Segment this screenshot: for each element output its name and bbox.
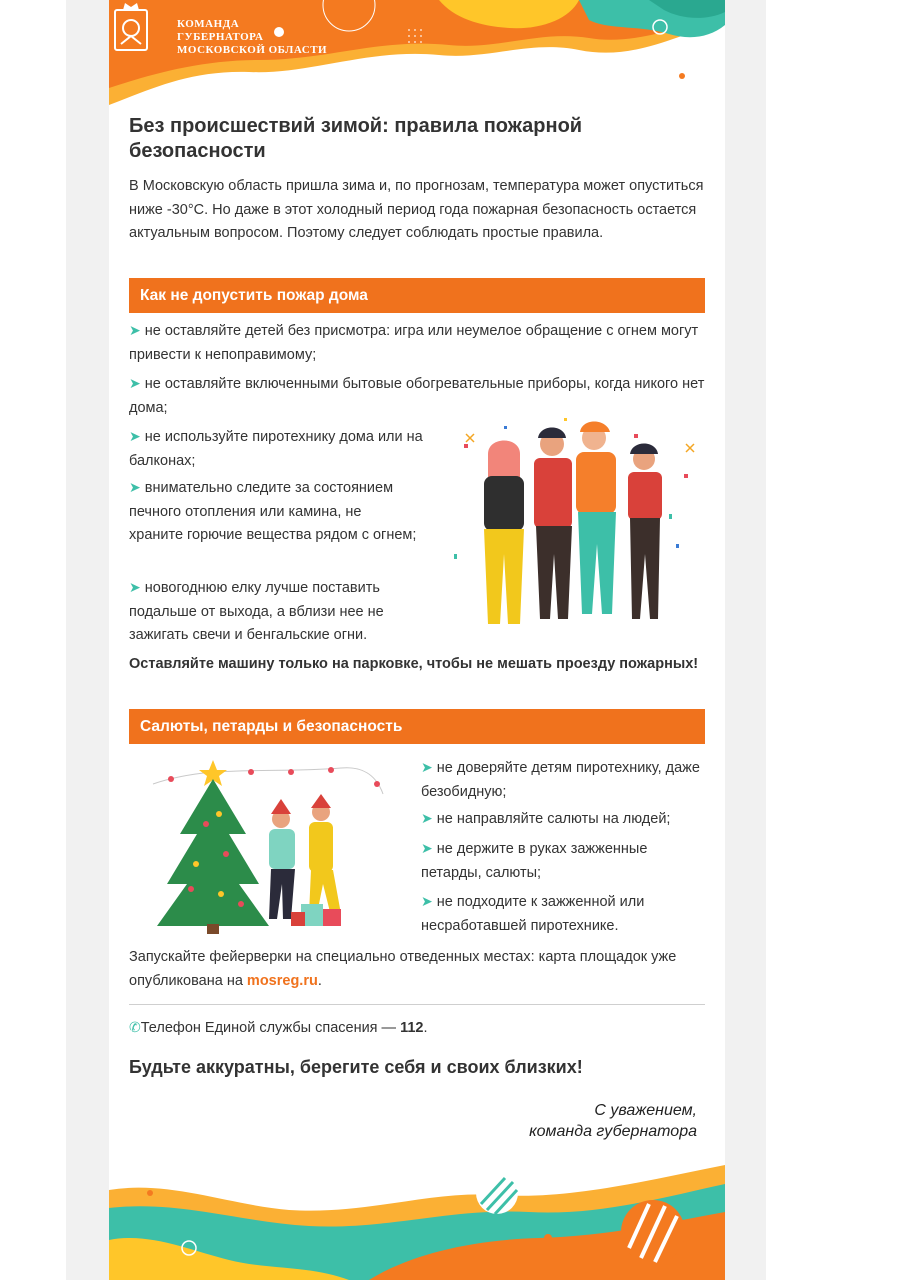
footer-waves bbox=[109, 1160, 725, 1280]
friends-celebrating-illustration bbox=[444, 414, 704, 639]
header-banner bbox=[109, 0, 725, 110]
list-item: ➤ не используйте пиротехнику дома или на балконах; bbox=[129, 428, 423, 469]
logo-line-1: КОМАНДА bbox=[177, 18, 240, 30]
phone-number: 112 bbox=[400, 1020, 424, 1036]
list-item: ➤ не подходите к зажженной или несработавшей пиротехнике. bbox=[421, 893, 645, 934]
article-content bbox=[129, 114, 705, 1077]
list-item: ➤ новогоднюю елку лучше поставить подальше от выхода, а вблизи нее не зажигать свечи и бенгальские огни. bbox=[129, 579, 384, 643]
newsletter-card bbox=[109, 0, 725, 1280]
arrow-icon: ➤ bbox=[129, 375, 141, 391]
divider bbox=[129, 1004, 705, 1005]
list-item: ➤ не доверяйте детям пиротехнику, даже безобидную; bbox=[421, 759, 700, 800]
arrow-icon: ➤ bbox=[129, 479, 141, 495]
closing-line: Будьте аккуратны, берегите себя и своих близких! bbox=[129, 1057, 583, 1077]
phone-line: ✆Телефон Единой службы спасения — 112. bbox=[129, 1019, 428, 1036]
arrow-icon: ➤ bbox=[421, 893, 433, 909]
list-item: ➤ не направляйте салюты на людей; bbox=[421, 810, 671, 827]
list-item: ➤ внимательно следите за состоянием печного отопления или камина, не храните горючие вещества рядом с огнем; bbox=[129, 479, 417, 543]
arrow-icon: ➤ bbox=[129, 579, 141, 595]
coat-of-arms-icon bbox=[109, 0, 153, 56]
list-item: ➤ не оставляйте детей без присмотра: игра или неумелое обращение с огнем могут привести к непоправимому; bbox=[129, 322, 699, 363]
intro-paragraph: В Московскую область пришла зима и, по прогнозам, температура может опуститься ниже -30°С. Но даже в этот холодный период года пожарная безопасность остается актуальным вопросом. Поэтому следует соблюдать простые правила. bbox=[129, 178, 704, 241]
logo-line-3: МОСКОВСКОЙ ОБЛАСТИ bbox=[177, 44, 328, 56]
arrow-icon: ➤ bbox=[129, 428, 141, 444]
fireworks-note: Запускайте фейерверки на специально отведенных местах: карта площадок уже опубликована на mosreg.ru. bbox=[129, 949, 677, 989]
phone-icon: ✆ bbox=[129, 1019, 141, 1035]
arrow-icon: ➤ bbox=[421, 840, 433, 856]
logo-line-2: ГУБЕРНАТОРА bbox=[177, 31, 264, 43]
mosreg-link[interactable]: mosreg.ru bbox=[246, 972, 318, 989]
arrow-icon: ➤ bbox=[129, 322, 141, 338]
parking-note: Оставляйте машину только на парковке, чтобы не мешать проезду пожарных! bbox=[129, 656, 699, 672]
list-item: ➤ не оставляйте включенными бытовые обогревательные приборы, когда никого нет дома; bbox=[129, 375, 705, 416]
section-heading-fireworks: Салюты, петарды и безопасность bbox=[129, 709, 705, 744]
logo-text bbox=[177, 18, 327, 57]
list-item: ➤ не держите в руках зажженные петарды, салюты; bbox=[421, 840, 648, 881]
signature: С уважением, команда губернатора bbox=[529, 1102, 697, 1140]
article-title: Без происшествий зимой: правила пожарной безопасности bbox=[129, 115, 583, 162]
arrow-icon: ➤ bbox=[421, 759, 433, 775]
christmas-tree-illustration bbox=[151, 754, 391, 934]
arrow-icon: ➤ bbox=[421, 810, 433, 826]
section-heading-home-fire: Как не допустить пожар дома bbox=[129, 278, 705, 313]
